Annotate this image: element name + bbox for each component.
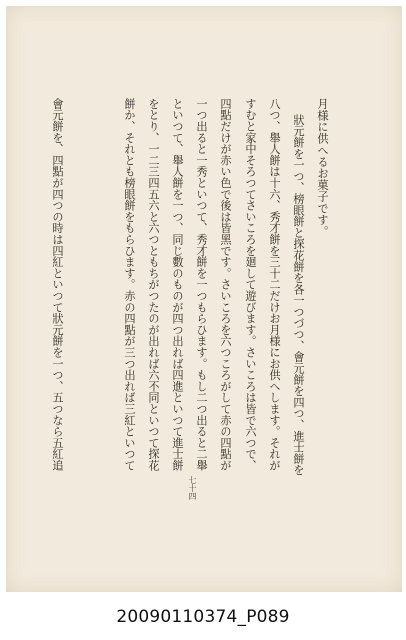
text-column-10: 會元餅を、四點が四つの時は四紅といつて狀元餅を一つ、五つなら五紅追	[51, 98, 64, 471]
book-page	[6, 6, 402, 592]
image-caption: 20090110374_P089	[116, 607, 290, 627]
text-column-3: 八つ、舉人餅は十六、秀才餅を三十二だけお月様にお供へします。それが	[268, 98, 281, 471]
text-column-5: 四點だけが赤い色で後は皆黑です。さいころを六つころがして赤の四點が	[219, 98, 232, 471]
page-number: 七十四	[188, 476, 197, 500]
text-column-4: すむと家中そろつてさいころを廻して遊びます。さいころは皆で六つで、	[244, 98, 257, 471]
text-column-6: 一つ出ると一秀といつて、秀才餅を一つもらひます。もし二つ出ると二舉	[195, 98, 208, 471]
text-column-9: 餅か、それとも榜眼餅をもらひます。赤の四點が三つ出れば三紅といつて	[123, 98, 136, 471]
text-column-2: 狀元餅を一つ、榜眼餅と探花餅を各一つづつ、會元餅を四つ、進士餅を	[292, 114, 305, 476]
text-column-8: をとり、一二三四五六と六つともちがつたのが出れば六不同といつて探花	[147, 98, 160, 471]
text-column-1: 月様に供へるお菓子です。	[316, 98, 329, 238]
text-column-7: といつて、舉人餅を一つ、同じ數のものが四つ出れば四進といつて進士餅	[171, 98, 184, 471]
